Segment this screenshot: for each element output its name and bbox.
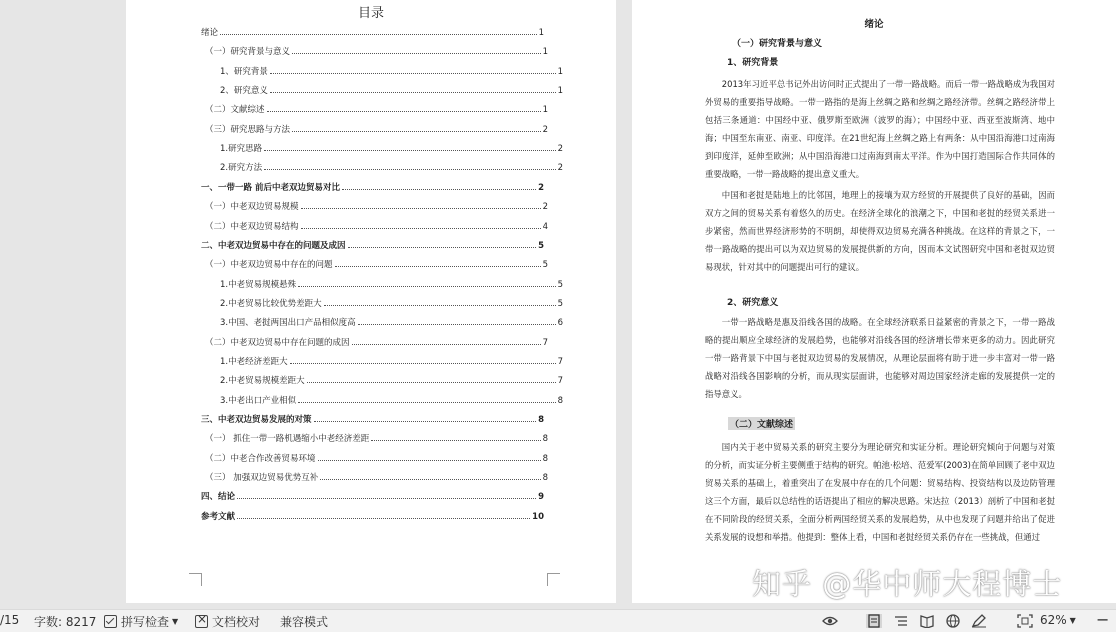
status-bar — [0, 609, 1116, 632]
toc-page-number: 8 — [542, 453, 548, 464]
toc-entry-text: 参考文献 — [201, 511, 236, 522]
toc-leader — [314, 421, 537, 422]
paragraph: 2013年习近平总书记外出访问时正式提出了一带一路战略。而后一带一路战略成为我国对外贸易的重要指导战略。一带一路指的是海上丝绸之路和丝绸之路经济带。丝绸之路经济带上包括三条通道：中国经中亚、俄罗斯至欧洲（波罗的海）；中国经中亚、西亚至波斯湾、地中海；中国至东南亚、南亚、印度洋。在21世纪海上丝绸之路上有两条：从中国沿海港口过南海到印度洋，延伸至欧洲；从中国沿海港口过南海到南太平洋。作为中国打造国际合作共同体的重要战略，一带一路战略的提出意义重大。 — [705, 79, 1055, 179]
toc-leader — [264, 150, 555, 151]
doc-check-label: 文档校对 — [212, 615, 261, 629]
toc-page-number: 2 — [542, 202, 548, 213]
toc-entry[interactable] — [201, 123, 548, 135]
checkbox-icon — [104, 615, 117, 628]
toc-page-number: 7 — [542, 337, 548, 348]
toc-leader — [348, 247, 537, 248]
toc-entry-text: （一） 抓住一带一路机遇缩小中老经济差距 — [205, 434, 370, 445]
toc-entry[interactable] — [201, 278, 563, 290]
toc-entry[interactable] — [201, 45, 548, 57]
toc-entry-text: （一）中老双边贸易规模 — [205, 202, 299, 213]
toc-entry[interactable] — [201, 432, 548, 444]
word-count[interactable]: 字数: 8217 — [34, 615, 97, 629]
toc-entry[interactable] — [201, 200, 548, 212]
toc-entry[interactable] — [201, 316, 563, 328]
toc-page-number: 7 — [557, 356, 563, 367]
toc-title: 目录 — [357, 6, 384, 21]
toc-entry-text: 一、一带一路 前后中老双边贸易对比 — [201, 182, 340, 193]
doc-check-icon — [195, 615, 208, 628]
toc-page-number: 8 — [542, 473, 548, 484]
toc-entry[interactable] — [201, 161, 563, 173]
paragraph: 中国和老挝是陆地上的比邻国，地理上的接壤为双方经贸的开展提供了良好的基础，因而双方之间的贸易关系有着悠久的历史。在经济全球化的浪潮之下，中国和老挝的经贸关系进一步紧密，然而世界经济形势的不明朗，却使得双边贸易充满各种挑战。在这样的背景之下，一带一路战略的提出可以为双边贸易的发展提供新的方向，因而本文试图研究中国和老挝双边贸易现状，针对其中的问题提出可行的建议。 — [705, 190, 1055, 272]
toc-entry-text: 2.中老贸易比较优势差距大 — [220, 298, 322, 309]
toc-entry-text: 3.中老出口产业相似 — [220, 395, 297, 406]
toc-page-number: 5 — [542, 260, 548, 271]
toc-entry-text: 1、研究背景 — [220, 66, 268, 77]
page-count[interactable]: /15 — [0, 613, 20, 627]
toc-entry-text: 三、中老双边贸易发展的对策 — [201, 415, 312, 425]
doc-title: 绪论 — [864, 19, 884, 30]
toc-page — [126, 0, 616, 603]
web-view-icon[interactable] — [945, 614, 961, 628]
toc-entry-text: 1.研究思路 — [220, 144, 263, 155]
doc-check-button[interactable] — [195, 613, 260, 630]
toc-leader — [237, 518, 530, 519]
toc-page-number: 4 — [542, 221, 548, 232]
spell-check-button[interactable] — [104, 613, 178, 630]
toc-entry-text: 2.中老贸易规模差距大 — [220, 376, 305, 387]
eye-icon[interactable] — [822, 614, 838, 628]
caret-down-icon: ▼ — [172, 617, 179, 626]
watermark: 知乎 @华中师大程博士 — [752, 567, 1063, 601]
toc-leader — [292, 131, 541, 132]
toc-leader — [270, 92, 556, 93]
toc-page-number: 1 — [542, 105, 548, 116]
document-page — [632, 0, 1116, 603]
toc-entry-text: （二）中老双边贸易结构 — [205, 221, 299, 232]
toc-page-number: 6 — [557, 318, 563, 329]
toc-entry[interactable] — [201, 452, 548, 464]
fit-page-icon[interactable] — [1017, 614, 1033, 628]
page-view-icon[interactable] — [866, 614, 882, 628]
toc-page-number: 1 — [538, 28, 544, 38]
toc-entry[interactable] — [201, 26, 544, 38]
page-corner-mark — [547, 573, 560, 586]
toc-entry[interactable] — [201, 84, 563, 96]
toc-entry[interactable] — [201, 413, 544, 425]
toc-leader — [290, 363, 556, 364]
toc-page-number: 5 — [557, 279, 563, 290]
section-heading: （一）研究背景与意义 — [732, 39, 823, 49]
toc-entry[interactable] — [201, 258, 548, 270]
zoom-out-button[interactable]: − — [1096, 610, 1110, 629]
toc-entry[interactable] — [201, 490, 544, 502]
toc-page-number: 10 — [532, 511, 544, 522]
paragraph: 国内关于老中贸易关系的研究主要分为理论研究和实证分析。理论研究倾向于问题与对策的分析，而实证分析主要侧重于结构的研究。帕池·松培、范爱军(2003)在简单回顾了老中双边贸易关系的基础上，着重突出了在发展中存在的几个问题：贸易结构、投资结构以及边防管理这三个方面，最后以总结性的话语提出了相应的解决思路。宋达拉（2013）剖析了中国和老挝在不同阶段的经贸关系，全面分析两国经贸关系的发展趋势，从中也发现了问题并给出了促进关系发展的设想和举措。他提到：整体上看，中国和老挝经贸关系仍存在一些挑战，但通过 — [705, 442, 1055, 542]
toc-leader — [267, 111, 541, 112]
toc-entry-text: 绪论 — [201, 28, 219, 38]
page-corner-mark — [189, 573, 202, 586]
toc-page-number: 2 — [542, 124, 548, 135]
subsection-heading: 1、研究背景 — [727, 58, 779, 68]
toc-leader — [371, 440, 540, 441]
toc-leader — [220, 34, 537, 35]
zoom-value: 62% — [1040, 613, 1067, 627]
toc-entry-text: （一）中老双边贸易中存在的问题 — [205, 260, 333, 271]
pen-icon[interactable] — [971, 614, 987, 628]
toc-entry[interactable] — [201, 65, 563, 77]
section-heading: （二）文献综述 — [728, 417, 795, 430]
toc-entry[interactable] — [201, 239, 544, 251]
toc-page-number: 2 — [538, 182, 544, 193]
toc-entry-text: 二、中老双边贸易中存在的问题及成因 — [201, 240, 346, 251]
caret-down-icon: ▼ — [1069, 615, 1076, 625]
zoom-level[interactable] — [1040, 613, 1076, 627]
toc-leader — [352, 344, 541, 345]
toc-entry[interactable] — [201, 374, 563, 386]
toc-page-number: 2 — [557, 144, 563, 155]
toc-entry[interactable] — [201, 510, 544, 522]
toc-leader — [318, 460, 541, 461]
toc-page-number: 8 — [557, 395, 563, 406]
toc-entry-text: 2.研究方法 — [220, 163, 263, 174]
paragraph: 一带一路战略是惠及沿线各国的战略。在全球经济联系日益紧密的背景之下，一带一路战略的提出顺应全球经济的发展趋势，也能够对沿线各国的经济增长带来更多的动力。因此研究一带一路背景下中国与老挝双边贸易的发展情况，从理论层面将有助于进一步丰富对一带一路战略对沿线各国影响的分析，而从现实层面讲，也能够对周边国家经济走廊的发展提供一定的指导意义。 — [705, 317, 1055, 399]
toc-leader — [298, 286, 555, 287]
toc-entry[interactable] — [201, 471, 548, 483]
toc-entry[interactable] — [201, 336, 548, 348]
toc-page-number: 1 — [557, 86, 563, 97]
toc-page-number: 5 — [557, 298, 563, 309]
toc-page-number: 8 — [538, 415, 544, 425]
outline-view-icon[interactable] — [893, 614, 909, 628]
toc-leader — [292, 53, 541, 54]
toc-entry-text: 1.中老经济差距大 — [220, 356, 288, 367]
toc-entry-text: （二）文献综述 — [205, 105, 265, 116]
toc-entry[interactable] — [201, 103, 548, 115]
toc-page-number: 7 — [557, 376, 563, 387]
compat-mode-label: 兼容模式 — [280, 615, 329, 629]
spell-check-label: 拼写检查 — [121, 615, 170, 629]
toc-entry[interactable] — [201, 297, 563, 309]
toc-leader — [301, 208, 541, 209]
toc-page-number: 1 — [542, 47, 548, 58]
toc-entry[interactable] — [201, 355, 563, 367]
toc-entry-text: 2、研究意义 — [220, 86, 268, 97]
subsection-heading: 2、研究意义 — [727, 298, 779, 308]
toc-leader — [358, 324, 556, 325]
toc-entry-text: （三） 加强双边贸易优势互补 — [205, 473, 319, 484]
toc-entry-text: （三）研究思路与方法 — [205, 124, 291, 135]
toc-entry-text: 1.中老贸易规模悬殊 — [220, 279, 297, 290]
toc-entry-text: （二）中老合作改善贸易环境 — [205, 453, 316, 464]
toc-entry-text: （二）中老双边贸易中存在问题的成因 — [205, 337, 350, 348]
toc-leader — [298, 402, 555, 403]
toc-page-number: 1 — [557, 66, 563, 77]
toc-leader — [301, 228, 541, 229]
toc-leader — [324, 305, 556, 306]
toc-leader — [270, 73, 556, 74]
toc-entry[interactable] — [201, 220, 548, 232]
toc-page-number: 9 — [538, 492, 544, 503]
toc-leader — [237, 498, 536, 499]
toc-leader — [335, 266, 541, 267]
toc-leader — [342, 189, 536, 190]
reading-view-icon[interactable] — [919, 614, 935, 628]
toc-entry[interactable] — [201, 142, 563, 154]
toc-entry-text: 3.中国、老挝两国出口产品相似度高 — [220, 318, 356, 329]
toc-leader — [320, 479, 540, 480]
toc-entry-text: （一）研究背景与意义 — [205, 47, 291, 58]
toc-entry-text: 四、结论 — [201, 492, 236, 503]
toc-page-number: 2 — [557, 163, 563, 174]
toc-leader — [264, 169, 555, 170]
toc-entry[interactable] — [201, 181, 544, 193]
toc-page-number: 5 — [538, 240, 544, 251]
toc-entry[interactable] — [201, 394, 563, 406]
toc-page-number: 8 — [542, 434, 548, 445]
toc-leader — [307, 382, 556, 383]
